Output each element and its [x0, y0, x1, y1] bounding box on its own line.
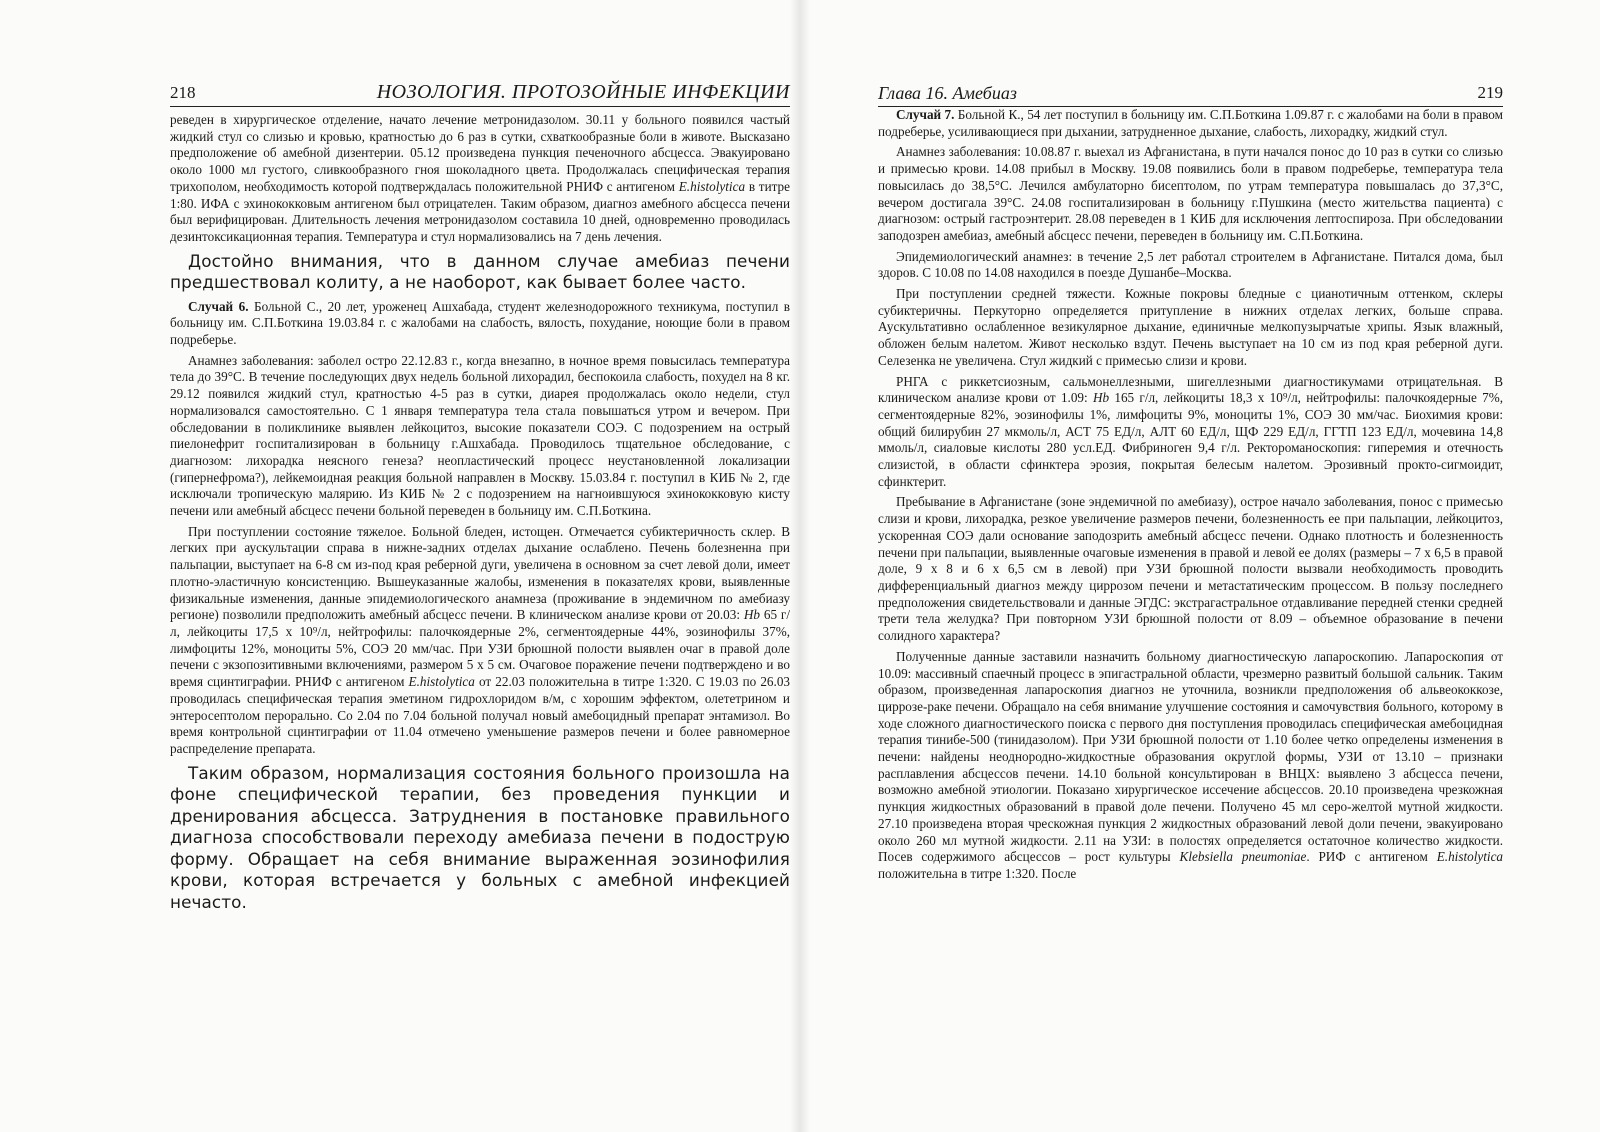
- paragraph: [878, 649, 1503, 883]
- text: от 22.03 положительна в титре 1:320. С 19.03 по 26.03 проводилась специфическая терапия эметином гидрохлоридом в/м, с хорошим эффектом, олететрином и энтеросептолом перорально. Со 2.04 по 7.04 больной получал новый амебоцидный препарат энтамизол. Во время контрольной сцинтиграфии от 11.04 отмечено уменьшение размеров печени и более равномерное распределение препарата.: [170, 674, 791, 756]
- text: в титре 1:80. ИФА с эхинококковым антигеном был отрицателен. Таким образом, диагноз амебного абсцесса печени был верифицирован. Длительность лечения метронидазолом составила 10 дней, одновременно проводилась дезинтоксикационная терапия. Температура и стул нормализовались на 7 день лечения.: [170, 178, 790, 244]
- text: реведен в хирургическое отделение, начато лечение метронидазолом. 30.11 у больного появился частый жидкий стул со слизью и кровью, кратностью до 6 раз в сутки, схваткообразные боли в животе. Высказано предположение об амебной дизентерии. 05.12 произведена пункция печеночного абсцесса. Эвакуировано около 1000 мл густого, сливкообразного гноя шоколадного цвета. Продолжалась специфическая терапия трихополом, необходимость которой подтверждалась положительной РНИФ с антигеном: [170, 112, 790, 194]
- case-7-intro: [878, 107, 1503, 140]
- right-running-title: Глава 16. Амебиаз: [878, 83, 1017, 103]
- left-running-title: НОЗОЛОГИЯ. ПРОТОЗОЙНЫЕ ИНФЕКЦИИ: [376, 81, 790, 103]
- paragraph: Анамнез заболевания: заболел остро 22.12.83 г., когда внезапно, в ночное время повысилась температура тела до 39°С. В течение последующих двух недель больной лихорадил, беспокоила слабость, похудел на 8 кг. 29.12 появился жидкий стул, кратностью 4-5 раз в сутки, диарея продолжалась около недели, стул нормализовался самостоятельно. С 1 января температура тела стала повышаться утром и вечером. При обследовании в поликлинике выявлен лейкоцитоз, высокие показатели СОЭ. С подозрением на острый пиелонефрит госпитализирован в больницу г.Ашхабада. Проводилось тщательное обследование, с диагнозом: лихорадка неясного генеза? неопластический процесс неустановленной локализации (гипернефрома?), лейкемоидная реакция больной направлен в Москву. 15.03.84 г. поступил в КИБ № 2, где исключали тропическую малярию. Из КИБ № 2 с подозрением на нагноившуюся эхинококковую кисту печени или амебный абсцесс печени больной переведен в больницу им. С.П.Боткина.: [170, 352, 790, 519]
- paragraph: Эпидемиологический анамнез: в течение 2,5 лет работал строителем в Афганистане. Питался дома, был здоров. С 10.08 по 14.08 находился в поезде Душанбе–Москва.: [878, 248, 1503, 281]
- right-page-header: [878, 72, 1503, 107]
- left-page-header: [170, 72, 790, 107]
- case-label: Случай 6.: [188, 298, 249, 314]
- paragraph: [170, 524, 790, 758]
- text: . РИФ с антигеном: [1306, 849, 1428, 865]
- right-page-number: 219: [1477, 83, 1503, 102]
- case-label: Случай 7.: [896, 107, 955, 122]
- hb-abbrev: Hb: [1092, 390, 1110, 406]
- paragraph: [878, 374, 1503, 491]
- pathogen-name: E.histolytica: [408, 674, 475, 690]
- paragraph: При поступлении средней тяжести. Кожные покровы бледные с цианотичным оттенком, склеры субиктеричны. Перкуторно определяется притупление в нижних отделах легких, больше справа. Аускультативно ослабленное везикулярное дыхание, единичные мелкопузырчатые хрипы. Язык влажный, обложен белым налетом. Живот несколько вздут. Печень выступает на 10 см из под края реберной дуги. Селезенка не увеличена. Стул жидкий с примесью слизи и крови.: [878, 286, 1503, 368]
- paragraph: Таким образом, нормализация состояния больного произошла на фоне специфической терапии, без проведения пункции и дренирования абсцесса. Затруднения в постановке правильного диагноза способствовали переходу амебиаза печени в подострую форму. Обращает на себя внимание выраженная эозинофилия крови, которая встречается у больных с амебной инфекцией нечасто.: [170, 762, 790, 912]
- left-page-body: [170, 112, 790, 918]
- paragraph: Пребывание в Афганистане (зоне эндемичной по амебиазу), острое начало заболевания, понос с примесью слизи и крови, лихорадка, резкое увеличение размеров печени, болезненность ее при пальпации, лейкоцитоз, ускоренная СОЭ дали основание заподозрить амебный абсцесс печени. Однако плотность и болезненность печени при пальпации, выявленные очаговые изменения в правой и левой ее долях (размеры – 7 x 6,5 в правой доле, 9 x 8 и 6 x 6,5 см в левой) при УЗИ брюшной полости вызвали необходимость проводить дифференциальный диагноз между циррозом печени и метастатическим процессом. В пользу последнего предположения свидетельствовали и данные ЭГДС: экстрагастральное отдавливание передней стенки средней трети тела желудка? При повторном УЗИ брюшной полости от 8.09 – объемное образование в печени солидного характера?: [878, 494, 1503, 644]
- text: Больной С., 20 лет, уроженец Ашхабада, студент железнодорожного техникума, поступил в больницу им. С.П.Боткина 19.03.84 г. с жалобами на слабость, вялость, похудание, ноющие боли в правом подреберье.: [170, 298, 790, 348]
- bacterium-name: Klebsiella pneumoniae: [1179, 849, 1307, 865]
- right-page-body: [878, 103, 1503, 883]
- text: положительна в титре 1:320. После: [878, 865, 1077, 881]
- text: 65 г/л, лейкоциты 17,5 x 10⁹/л, нейтрофилы: палочкоядерные 2%, сегментоядерные 44%, эозинофилы 37%, лимфоциты 12%, моноциты 5%, СОЭ 20 мм/час. При УЗИ брюшной полости выявлен очаг в правой доле печени с экзопозитивными включениями, размером 5 x 5 см. Очаговое поражение печени подтверждено и во время сцинтиграфии. РНИФ с антигеном: [170, 607, 791, 690]
- text: Больной К., 54 лет поступил в больницу им. С.П.Боткина 1.09.87 г. с жалобами на боли в правом подреберье, усиливающиеся при дыхании, затрудненное дыхание, слабость, лихорадку, жидкий стул.: [878, 107, 1503, 139]
- pathogen-name: E.histolytica: [1436, 849, 1504, 865]
- paragraph: [170, 112, 790, 246]
- text: Полученные данные заставили назначить больному диагностическую лапароскопию. Лапароскопия от 10.09: массивный спаечный процесс в эпигастральной области, чрезмерно развитый большой сальник. Таким образом, произведенная лапароскопия диагноз не уточнила, возникли предположения об альвеококкозе, циррозе-раке печени. Обращало на себя внимание улучшение состояния и самочувствия больного, которому в ходе сложного диагностического поиска с первого дня поступления проводилась специфическая амебоцидная терапия тинибе-500 (тинидазолом). При УЗИ брюшной полости от 1.10 более четко определены изменения в печени: найдены неоднородно-жидкостные образования округлой формы, УЗИ от 13.10 – признаки расплавления абсцессов печени. 14.10 больной консультирован в ВНЦХ: выявлено 3 абсцесса печени, возможно амебной этиологии. Показано хирургическое иссечение абсцессов. 20.10 произведена чрезкожная пункция жидкостных образований в правой доле печени. Получено 45 мл серо-желтой мутной жидкости. 27.10 произведена вторая чрескожная пункция 2 жидкостных образований левой доли печени, эвакуировано около 260 мл мутной жидкости. 2.11 на УЗИ: в полостях определяется остаточное количество жидкости. Посев содержимого абсцессов – рост культуры: [878, 648, 1503, 865]
- paragraph: Достойно внимания, что в данном случае амебиаз печени предшествовал колиту, а не наоборот, как бывает более часто.: [170, 250, 790, 293]
- text: РНГА с риккетсиозным, сальмонеллезными, шигеллезными диагностикумами отрицательная. В клиническом анализе крови от 1.09:: [878, 373, 1503, 406]
- left-page-number: 218: [170, 83, 196, 102]
- right-page: [800, 0, 1600, 1132]
- text: 165 г/л, лейкоциты 18,3 x 10⁹/л, нейтрофилы: палочкоядерные 7%, сегментоядерные 82%, эозинофилы 1%, лимфоциты 9%, моноциты 1%, СОЭ 30 мм/час. Биохимия крови: общий билирубин 27 мкмоль/л, АСТ 75 ЕД/л, АЛТ 60 ЕД/л, ЩФ 229 ЕД/л, ГГТП 123 ЕД/л, мочевина 14,8 ммоль/л, сиаловые кислоты 280 усл.ЕД. Фибриноген 9,4 г/л. Ректороманоскопия: гиперемия и отечность слизистой, в области сфинктера эрозия, покрытая белесым налетом. Эрозивный прокто-сигмоидит, сфинктерит.: [878, 390, 1503, 489]
- text: При поступлении состояние тяжелое. Больной бледен, истощен. Отмечается субиктеричность склер. В легких при аускультации справа в нижне-задних отделах дыхание ослаблено. Печень болезненна при пальпации, выступает на 6-8 см из-под края реберной дуги, увеличена в основном за счет левой доли, имеет плотно-эластичную консистенцию. Вышеуказанные жалобы, изменения в показателях крови, выявленные физикальные изменения, данные эпидемиологического анамнеза (проживание в эндемичном по амебиазу регионе) позволили предположить амебный абсцесс печени. В клиническом анализе крови от 20.03:: [170, 523, 790, 623]
- pathogen-name: E.histolytica: [678, 178, 746, 194]
- case-6-intro: [170, 299, 790, 349]
- paragraph: Анамнез заболевания: 10.08.87 г. выехал из Афганистана, в пути начался понос до 10 раз в сутки со слизью и примесью крови. 14.08 прибыл в Москву. 19.08 появились боли в правом подреберье, температура тела повысилась до 38,5°С. Лечился амбулаторно бисептолом, по утрам температура повышалась до 37,3°С, вечером достигала 39°С. 24.08 госпитализирован в больницу г.Пушкина (место жительства пациента) с диагнозом: острый гастроэнтерит. 28.08 переведен в 1 КИБ для исключения лептоспироза. При обследовании заподозрен амебиаз, амебный абсцесс печени, переведен в больницу им. С.П.Боткина.: [878, 144, 1503, 243]
- hb-abbrev: Hb: [743, 607, 760, 623]
